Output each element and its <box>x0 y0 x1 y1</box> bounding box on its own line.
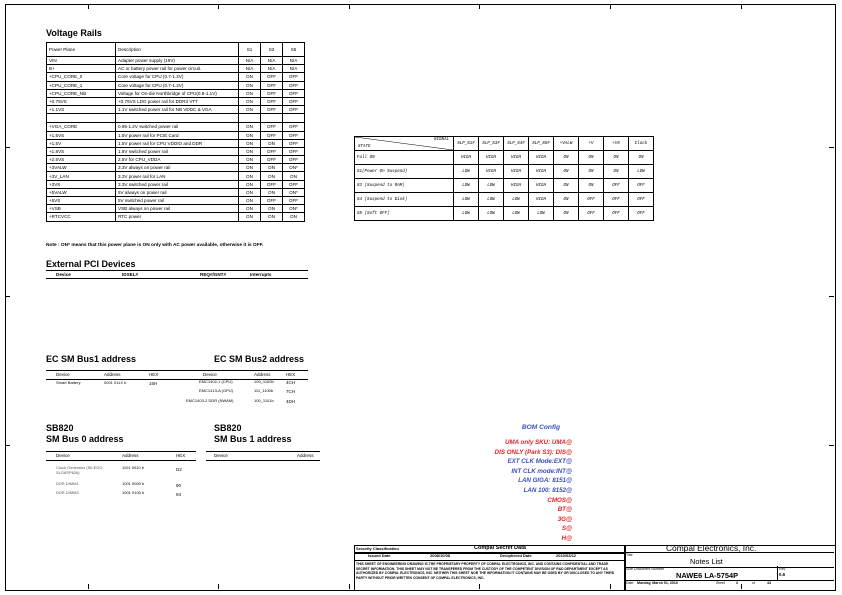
rail-name: +3VALW <box>47 164 116 172</box>
signal-header: +VALW <box>554 137 579 151</box>
rail-row <box>47 106 305 114</box>
signal-header-row <box>355 137 654 151</box>
pci-header-interrupts: Interrupts <box>250 271 272 277</box>
rail-description: Core voltage for CPU (0.7-1.2V) <box>116 73 239 81</box>
signal-value: ON <box>629 151 654 165</box>
signal-value: ON <box>579 179 604 193</box>
rail-row <box>47 131 305 139</box>
rail-description: 3.3V power rail for LAN <box>116 172 239 180</box>
state-name: S3 (Suspend to RAM) <box>355 179 454 193</box>
state-name: S5 (Soft OFF) <box>355 207 454 221</box>
sb-bus1-title2: SM Bus 1 address <box>214 434 292 444</box>
rail-description <box>116 114 239 123</box>
signal-value: LOW <box>504 207 529 221</box>
signal-value: LOW <box>529 207 554 221</box>
rail-name: +2.5VS <box>47 156 116 164</box>
bom-config-line: LAN 100: 8152@ <box>523 487 572 494</box>
rail-description: RTC power <box>116 213 239 221</box>
sb-bus0-header-address: Address <box>122 453 139 458</box>
rail-name: +1.1VS <box>47 106 116 114</box>
date-label: Date: <box>626 581 635 585</box>
frame-tick <box>741 4 742 9</box>
signal-corner-bottom: STATE <box>358 145 371 149</box>
signal-value: HIGH <box>479 165 504 179</box>
rail-name: +VSB <box>47 205 116 213</box>
signal-value: LOW <box>479 207 504 221</box>
sheet-value: 3 <box>736 581 738 585</box>
rail-s1: ON <box>239 139 261 147</box>
rail-description: Adapter power supply (19V) <box>116 57 239 65</box>
rail-row <box>47 57 305 65</box>
rail-s5: OFF <box>283 156 305 164</box>
rail-name: B+ <box>47 65 116 73</box>
sb-bus0-header-device: Device <box>56 453 70 458</box>
sb-bus1-title1: SB820 <box>214 423 242 433</box>
rail-name: +5VS <box>47 197 116 205</box>
signal-value: LOW <box>454 193 479 207</box>
frame-tick <box>829 147 834 148</box>
signal-state-row <box>355 151 654 165</box>
signal-value: HIGH <box>479 151 504 165</box>
rail-row <box>47 123 305 131</box>
rail-name: +CPU_CORE_1 <box>47 81 116 89</box>
signal-value: ON <box>579 151 604 165</box>
rail-s5: ON* <box>283 164 305 172</box>
rail-name: +3VS <box>47 180 116 188</box>
sb-bus0-hex: 90 <box>176 483 182 488</box>
rail-s3: OFF <box>261 106 283 114</box>
signal-value: LOW <box>629 165 654 179</box>
header-s5: S5 <box>283 43 305 57</box>
sheet-label: Sheet <box>716 581 725 585</box>
sb-bus1-header-device: Device <box>214 453 228 458</box>
rail-s3: ON <box>261 164 283 172</box>
sb-bus0-device: DDR DIMM3 <box>56 490 79 495</box>
rail-name: +CPU_CORE_0 <box>47 73 116 81</box>
signal-value: OFF <box>579 193 604 207</box>
signal-state-table <box>354 136 654 221</box>
signal-header: SLP_S5# <box>529 137 554 151</box>
rail-s3: OFF <box>261 73 283 81</box>
voltage-rails-header-row <box>47 43 305 57</box>
signal-value: OFF <box>604 207 629 221</box>
pci-header-row <box>46 270 308 279</box>
sb-bus0-title2: SM Bus 0 address <box>46 434 124 444</box>
signal-value: ON <box>554 165 579 179</box>
rail-description: 3.3V switched power rail <box>116 180 239 188</box>
rail-s1: ON <box>239 205 261 213</box>
rail-s1: ON <box>239 123 261 131</box>
rail-description: 5V switched power rail <box>116 197 239 205</box>
sb-bus0-hex: 94 <box>176 492 182 497</box>
bom-config-line: 3G@ <box>557 515 572 523</box>
signal-value: LOW <box>504 193 529 207</box>
rail-s5: OFF <box>283 123 305 131</box>
rail-row <box>47 147 305 155</box>
rail-s3: N/A <box>261 57 283 65</box>
frame-tick <box>349 584 350 589</box>
rail-s3: ON <box>261 213 283 221</box>
rail-s3: OFF <box>261 89 283 97</box>
signal-header: SLP_S4# <box>504 137 529 151</box>
sb-bus0-device: DDR DIMM1 <box>56 481 79 486</box>
rail-description: 5V always on power rail <box>116 188 239 196</box>
bom-config-title: BOM Config <box>521 424 560 431</box>
rail-s5: OFF <box>283 147 305 155</box>
signal-value: HIGH <box>504 165 529 179</box>
rail-name: +3V_LAN <box>47 172 116 180</box>
signal-value: HIGH <box>529 193 554 207</box>
rail-s3: ON <box>261 205 283 213</box>
signal-value: LOW <box>454 179 479 193</box>
header-s1: S1 <box>239 43 261 57</box>
rail-s1: ON <box>239 131 261 139</box>
rail-description: 2.5V for CPU_VDDA <box>116 156 239 164</box>
signal-value: OFF <box>604 193 629 207</box>
rail-description: 1.5V power rail for CPU VDDIO and DDR <box>116 139 239 147</box>
rail-description: +0.75VS LDO power rail for DDR3 VTT <box>116 97 239 105</box>
rail-s5 <box>283 114 305 123</box>
state-name: S4 (Suspend to Disk) <box>355 193 454 207</box>
ec-bus1-header-device: Device <box>56 372 70 377</box>
bom-config-line: H@ <box>561 535 572 542</box>
rail-s1: ON <box>239 180 261 188</box>
ec-bus1-title: EC SM Bus1 address <box>46 354 137 364</box>
rail-s3: OFF <box>261 131 283 139</box>
frame-tick <box>5 147 10 148</box>
signal-state-row <box>355 179 654 193</box>
of-label: of <box>752 581 755 585</box>
rail-description: AC or battery power rail for power circuit. <box>116 65 239 73</box>
issued-value: 2008/10/08 <box>430 553 451 558</box>
frame-tick <box>88 584 89 589</box>
ec-bus1-device: Smart Battery <box>56 380 81 385</box>
sb-bus0-address: 1001 0000 b <box>122 481 145 486</box>
ec-bus2-device: EMC1413-A (GPU) <box>199 388 234 393</box>
rail-description: 1.8V switched power rail <box>116 147 239 155</box>
sb-bus0-header-hex: HEX <box>176 453 186 458</box>
rail-row <box>47 65 305 73</box>
voltage-rails-table <box>46 42 305 222</box>
ec-bus2-header-address: Address <box>254 372 271 377</box>
voltage-rails-note: Note : ON* means that this power plane is ON only with AC power available, otherwise it is OFF. <box>46 243 264 248</box>
rail-s5: ON <box>283 172 305 180</box>
sb-bus0-hex: D2 <box>176 467 182 472</box>
rail-s1: ON <box>239 89 261 97</box>
signal-header: +VS <box>604 137 629 151</box>
rail-s5: ON* <box>283 205 305 213</box>
ec-bus2-address: 100_1101b <box>254 398 274 403</box>
rail-s3: ON <box>261 139 283 147</box>
bom-config-line: INT CLK mode:INT@ <box>511 467 572 475</box>
issued-row <box>354 552 626 561</box>
rail-description: VSB always on power rail <box>116 205 239 213</box>
bom-config <box>420 424 572 544</box>
pci-title: External PCI Devices <box>46 259 136 269</box>
state-name: S1(Power On Suspend) <box>355 165 454 179</box>
bom-config-line: EXT CLK Mode:EXT@ <box>507 458 572 466</box>
rail-s5: OFF <box>283 131 305 139</box>
signal-value: ON <box>579 165 604 179</box>
frame-tick <box>218 4 219 9</box>
rail-row <box>47 73 305 81</box>
rail-s5: OFF <box>283 197 305 205</box>
signal-value: ON <box>554 179 579 193</box>
rail-s3: OFF <box>261 197 283 205</box>
signal-value: HIGH <box>529 151 554 165</box>
signal-value: ON <box>604 151 629 165</box>
ec-bus2-header-hex: HEX <box>286 372 296 377</box>
rail-name: +0.75VS <box>47 97 116 105</box>
rail-s1: N/A <box>239 57 261 65</box>
signal-value: LOW <box>479 179 504 193</box>
ec-bus2-device: EMC1402-1 (CPU) <box>199 379 233 384</box>
rail-s5: OFF <box>283 81 305 89</box>
rail-row <box>47 89 305 97</box>
frame-tick <box>610 4 611 9</box>
rail-row <box>47 205 305 213</box>
sb-bus0-title1: SB820 <box>46 423 74 433</box>
rail-s1: ON <box>239 188 261 196</box>
ec-bus2-hex: 7CH <box>286 389 296 394</box>
header-power-plane: Power Plane <box>47 43 116 57</box>
frame-tick <box>829 296 834 297</box>
rail-s3 <box>261 114 283 123</box>
security-label: Security Classification <box>356 546 399 551</box>
signal-value: HIGH <box>454 151 479 165</box>
pci-header-req: REQ#/GNT# <box>200 271 227 277</box>
signal-value: ON <box>604 165 629 179</box>
rev-divider <box>777 566 778 580</box>
rail-name: +CPU_CORE_NB <box>47 89 116 97</box>
rail-row <box>47 213 305 221</box>
doc-value: NAWE6 LA-5754P <box>676 571 739 580</box>
signal-value: LOW <box>454 165 479 179</box>
rail-description: 1.1V switched power rail for NB VDDC & VGA <box>116 106 239 114</box>
rail-s3: OFF <box>261 147 283 155</box>
bom-config-line: LAN GIGA: 8151@ <box>518 477 572 485</box>
signal-header: SLP_S3# <box>479 137 504 151</box>
rail-s5: ON* <box>283 188 305 196</box>
rail-spacer-row <box>47 114 305 123</box>
signal-state-row <box>355 165 654 179</box>
rail-row <box>47 197 305 205</box>
deciphered-value: 2010/03/12 <box>556 553 577 558</box>
rail-s1: ON <box>239 97 261 105</box>
bom-config-line: CMOS@ <box>547 496 572 504</box>
ec-bus2-hex: 4CH <box>286 380 296 385</box>
rail-name: +1.5V <box>47 139 116 147</box>
rail-s5: N/A <box>283 65 305 73</box>
bom-config-line: S@ <box>561 525 572 533</box>
date-value: Monday, March 01, 2010 <box>637 581 678 585</box>
rail-s5: OFF <box>283 97 305 105</box>
frame-tick <box>88 4 89 9</box>
rail-s5: N/A <box>283 57 305 65</box>
rail-s1 <box>239 114 261 123</box>
bom-config-line: BT@ <box>557 506 572 514</box>
rail-description: 0.95-1.2V switched power rail <box>116 123 239 131</box>
signal-corner-top: SIGNAL <box>433 138 449 142</box>
rail-row <box>47 156 305 164</box>
frame-tick <box>829 445 834 446</box>
rail-name: +RTCVCC <box>47 213 116 221</box>
rail-row <box>47 188 305 196</box>
ec-bus2-title: EC SM Bus2 address <box>214 354 305 364</box>
rail-description: Voltage for On-die Northbridge of CPU(0.8-1.1V) <box>116 89 239 97</box>
rail-s1: ON <box>239 81 261 89</box>
signal-value: OFF <box>629 207 654 221</box>
title-label: Title <box>626 553 633 557</box>
ec-bus1-header-address: Address <box>104 372 121 377</box>
signal-header: Clock <box>629 137 654 151</box>
ec-bus1-address: 0001 011X b <box>104 380 127 385</box>
deciphered-label: Deciphered Date <box>500 553 532 558</box>
signal-value: HIGH <box>504 151 529 165</box>
rail-name <box>47 114 116 123</box>
rail-s3: ON <box>261 188 283 196</box>
ec-bus1-header-hex: HEX <box>149 372 159 377</box>
rail-s5: ON <box>283 213 305 221</box>
signal-value: HIGH <box>529 165 554 179</box>
rail-s1: ON <box>239 164 261 172</box>
ec-bus2-address: 111_1100b <box>254 388 274 393</box>
of-value: 44 <box>767 581 771 585</box>
signal-value: ON <box>554 193 579 207</box>
frame-tick <box>218 584 219 589</box>
rail-s3: N/A <box>261 65 283 73</box>
title-value: Notes List <box>690 557 723 566</box>
frame-tick <box>5 296 10 297</box>
rail-s3: OFF <box>261 97 283 105</box>
rev-value: 0.6 <box>779 572 786 577</box>
signal-value: HIGH <box>529 179 554 193</box>
frame-tick <box>5 445 10 446</box>
sb-bus0-device: Clock Generator (SILEGO SLG8SP626) <box>56 465 103 475</box>
signal-value: LOW <box>454 207 479 221</box>
rail-s1: ON <box>239 156 261 164</box>
rail-s1: ON <box>239 197 261 205</box>
rail-description: Core voltage for CPU (0.7-1.2V) <box>116 81 239 89</box>
bom-config-line: DIS ONLY (Park S3): DIS@ <box>494 448 572 456</box>
frame-tick <box>349 4 350 9</box>
rail-row <box>47 97 305 105</box>
rail-s1: ON <box>239 73 261 81</box>
rail-s5: OFF <box>283 106 305 114</box>
rail-row <box>47 139 305 147</box>
rev-label: Rev <box>779 567 786 571</box>
signal-value: HIGH <box>504 179 529 193</box>
issued-label: Issued Date <box>368 553 391 558</box>
rail-name: +VGA_CORE <box>47 123 116 131</box>
secret-label: Compal Secret Data <box>474 545 526 551</box>
signal-value: OFF <box>579 207 604 221</box>
rail-s1: ON <box>239 106 261 114</box>
sb-bus0-address: 1001 0100 b <box>122 490 145 495</box>
bom-config-line: UMA only SKU: UMA@ <box>505 439 572 446</box>
pci-header-idsel: IDSEL# <box>122 271 139 277</box>
rail-row <box>47 172 305 180</box>
signal-value: ON <box>554 207 579 221</box>
rail-s5: OFF <box>283 139 305 147</box>
rail-description: 1.5V power rail for PCIE Card <box>116 131 239 139</box>
rail-s3: OFF <box>261 180 283 188</box>
rail-s5: OFF <box>283 180 305 188</box>
rail-row <box>47 180 305 188</box>
ec-bus2-address: 100_1100b <box>254 379 274 384</box>
signal-corner-cell <box>355 137 454 151</box>
doc-label: Size Document Number <box>626 567 665 571</box>
sb-bus0-address: 1101 0010 b <box>122 465 144 470</box>
frame-tick <box>479 4 480 9</box>
signal-value: OFF <box>629 179 654 193</box>
rail-name: VIN <box>47 57 116 65</box>
signal-state-row <box>355 207 654 221</box>
sb-bus1-header-address: Address <box>297 453 314 458</box>
rail-s3: OFF <box>261 123 283 131</box>
rail-description: 3.3V always on power rail <box>116 164 239 172</box>
signal-value: OFF <box>629 193 654 207</box>
signal-header: +V <box>579 137 604 151</box>
rail-row <box>47 81 305 89</box>
signal-value: OFF <box>604 179 629 193</box>
rail-s1: ON <box>239 147 261 155</box>
rail-s3: OFF <box>261 81 283 89</box>
voltage-rails-title: Voltage Rails <box>46 28 102 38</box>
header-description: Description <box>116 43 239 57</box>
rail-s3: ON <box>261 172 283 180</box>
rail-s3: OFF <box>261 156 283 164</box>
rail-name: +5VALW <box>47 188 116 196</box>
disclaimer-text: THIS SHEET OF ENGINEERING DRAWING IS THE PROPRIETARY PROPERTY OF COMPAL ELECTRONICS, INC. AND CONTAINS CONFIDENTIAL AND TRADE SECRET INFORMATION. THIS SHEET MAY NOT BE TRANSFERED FROM THE CUSTODY OF THE COMPETENT DIVISION OF R&D DEPARTMENT EXCEPT AS AUTHORIZED BY COMPAL ELECTRONICS, INC. NEITHER THIS SHEET NOR THE INFORMATION IT CONTAINS MAY BE USED BY OR DISCLOSED TO ANY THIRD PARTY WITHOUT PRIOR WRITTEN CONSENT OF COMPAL ELECTRONICS, INC. <box>356 562 615 580</box>
company-name: Compal Electronics, Inc. <box>666 543 757 553</box>
header-s3: S3 <box>261 43 283 57</box>
ec-bus2-device: EMC1403-2 DDR (NWAM) <box>186 398 234 403</box>
rail-s1: ON <box>239 213 261 221</box>
state-name: Full ON <box>355 151 454 165</box>
rail-s1: ON <box>239 172 261 180</box>
rail-name: +1.8VS <box>47 147 116 155</box>
pci-header-device: Device <box>56 271 71 277</box>
signal-state-row <box>355 193 654 207</box>
signal-value: LOW <box>479 193 504 207</box>
rail-s5: OFF <box>283 89 305 97</box>
ec-bus2-header-device: Device <box>203 372 217 377</box>
signal-header: SLP_S1# <box>454 137 479 151</box>
rail-name: +1.5VS <box>47 131 116 139</box>
signal-value: ON <box>554 151 579 165</box>
ec-bus1-hex: 16H <box>149 381 158 386</box>
ec-bus2-hex: 4DH <box>286 399 296 404</box>
rail-s1: N/A <box>239 65 261 73</box>
rail-row <box>47 164 305 172</box>
rail-s5: OFF <box>283 73 305 81</box>
